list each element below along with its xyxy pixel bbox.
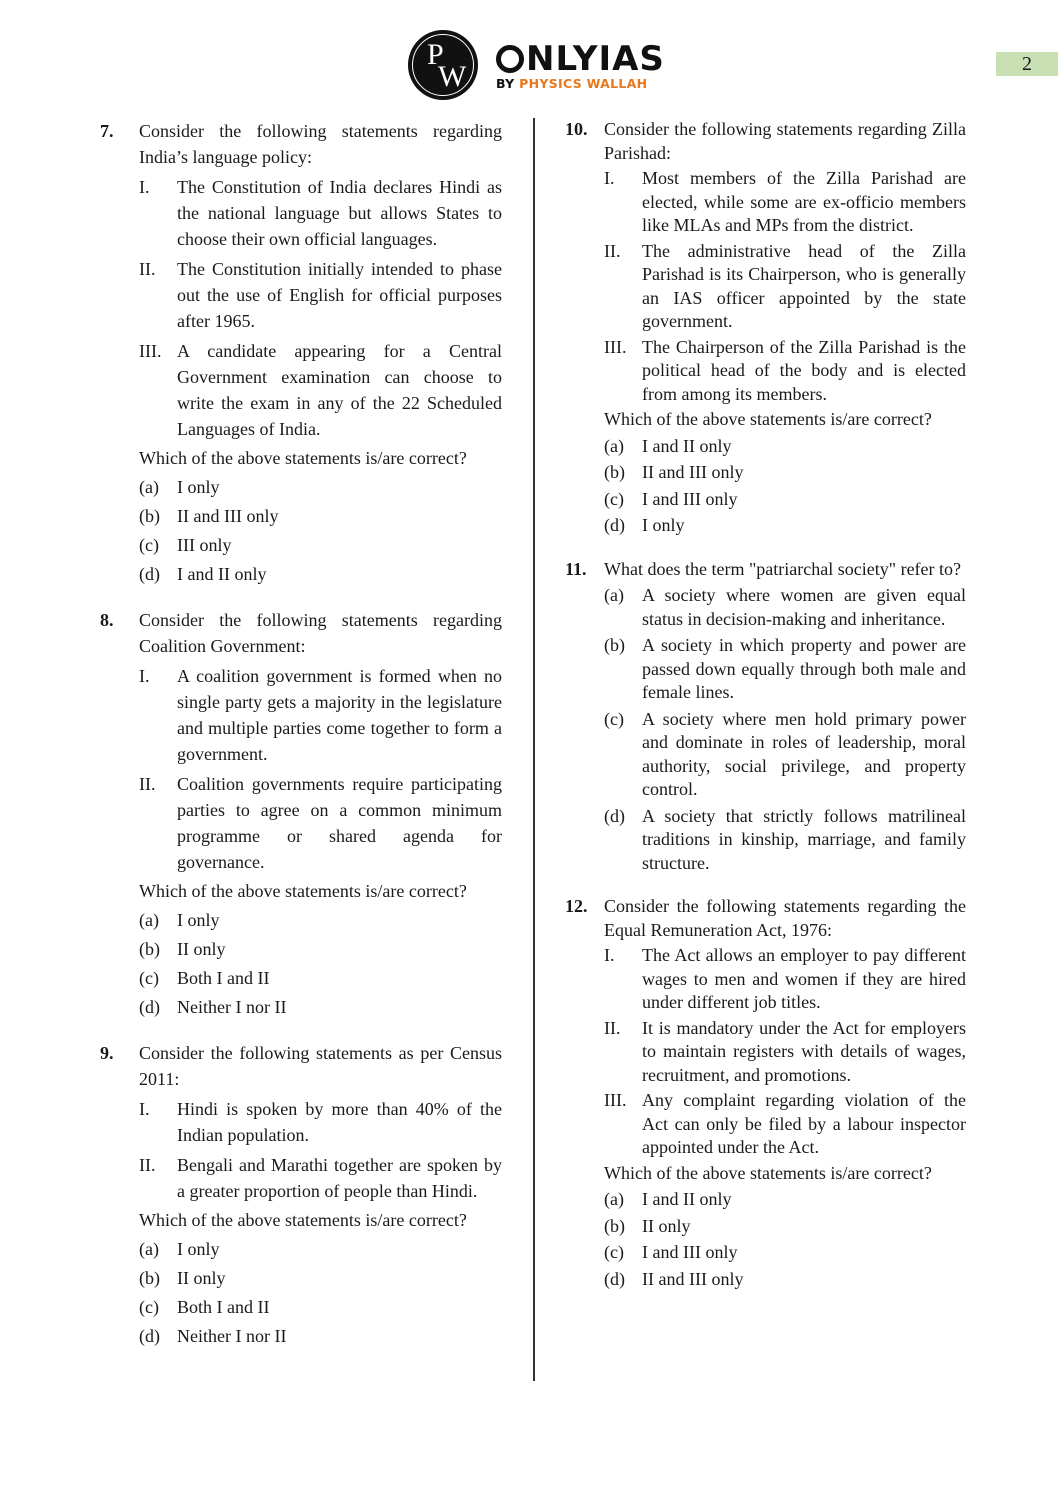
option-label: (a) bbox=[604, 435, 624, 456]
option-label: (c) bbox=[604, 1242, 624, 1262]
statement-text: The Constitution of India declares Hindi as the national language but allows States to choose their own official languages. bbox=[177, 177, 502, 249]
statement-text: A coalition government is formed when no single party gets a majority in the legislature and multiple parties come together to form a government. bbox=[177, 666, 502, 764]
option-d[interactable] bbox=[604, 805, 966, 876]
question-text: Consider the following statements regarding Zilla Parishad: bbox=[604, 119, 966, 163]
option-text: Both I and II bbox=[177, 968, 270, 988]
option-a[interactable] bbox=[139, 1236, 502, 1262]
statement bbox=[604, 1017, 966, 1088]
statement-label: II. bbox=[139, 1155, 156, 1175]
statement-label: I. bbox=[139, 1099, 150, 1119]
statement-label: II. bbox=[139, 259, 156, 279]
option-label: (a) bbox=[139, 477, 159, 497]
statement bbox=[139, 338, 502, 442]
option-c[interactable] bbox=[604, 708, 966, 802]
option-label: (d) bbox=[604, 805, 625, 826]
question-8 bbox=[100, 607, 502, 1020]
option-text: A society where women are given equal status in decision-making and inheritance. bbox=[642, 585, 966, 629]
option-text: II only bbox=[177, 939, 226, 959]
question-number: 8. bbox=[100, 610, 114, 630]
statement bbox=[604, 336, 966, 407]
question-number: 12. bbox=[565, 896, 588, 916]
statement-text: Any complaint regarding violation of the Act can only be filed by a labour inspector appointed under the Act. bbox=[642, 1090, 966, 1157]
statement-text: The Constitution initially intended to phase out the use of English for official purposes after 1965. bbox=[177, 259, 502, 331]
option-text: I only bbox=[177, 477, 220, 497]
brand-logo bbox=[408, 30, 665, 100]
option-text: Neither I nor II bbox=[177, 997, 287, 1017]
option-label: (c) bbox=[139, 1297, 159, 1317]
option-text: I and II only bbox=[642, 435, 732, 456]
option-c[interactable] bbox=[139, 965, 502, 991]
option-d[interactable] bbox=[604, 514, 966, 538]
statement-label: I. bbox=[604, 945, 615, 965]
option-text: I and II only bbox=[177, 564, 267, 584]
question-11 bbox=[565, 558, 966, 876]
option-text: A society in which property and power are passed down equally through both male and female lines. bbox=[642, 635, 966, 702]
question-9 bbox=[100, 1040, 502, 1349]
option-label: (c) bbox=[604, 708, 624, 729]
statement-text: The administrative head of the Zilla Parishad is its Chairperson, who is generally an IAS officer appointed by the state government. bbox=[642, 240, 966, 331]
statement bbox=[604, 944, 966, 1015]
option-c[interactable] bbox=[604, 1241, 966, 1265]
statement-label: II. bbox=[139, 774, 156, 794]
question-text: Consider the following statements regarding India’s language policy: bbox=[139, 121, 502, 167]
option-a[interactable] bbox=[604, 1188, 966, 1212]
option-label: (c) bbox=[604, 488, 624, 509]
option-text: II and III only bbox=[177, 506, 279, 526]
option-label: (d) bbox=[139, 1326, 160, 1346]
option-label: (c) bbox=[139, 968, 159, 988]
option-a[interactable] bbox=[604, 435, 966, 459]
right-column bbox=[565, 118, 966, 1291]
option-text: III only bbox=[177, 535, 232, 555]
option-text: Neither I nor II bbox=[177, 1326, 287, 1346]
option-label: (b) bbox=[604, 635, 625, 655]
statement-label: III. bbox=[604, 336, 627, 357]
pw-logo-icon bbox=[408, 30, 478, 100]
question-text: Consider the following statements regarding the Equal Remuneration Act, 1976: bbox=[604, 896, 966, 940]
statement bbox=[139, 174, 502, 252]
statement-label: II. bbox=[604, 240, 621, 261]
option-b[interactable] bbox=[604, 634, 966, 705]
option-label: (a) bbox=[604, 1189, 624, 1209]
logo-letter-w: W bbox=[438, 60, 467, 93]
option-b[interactable] bbox=[604, 461, 966, 485]
option-d[interactable] bbox=[139, 994, 502, 1020]
option-label: (d) bbox=[604, 515, 625, 535]
statement-text: Hindi is spoken by more than 40% of the Indian population. bbox=[177, 1099, 502, 1145]
option-label: (d) bbox=[139, 564, 160, 584]
option-label: (d) bbox=[139, 997, 160, 1017]
option-text: II only bbox=[642, 1215, 691, 1236]
statement bbox=[139, 256, 502, 334]
statement bbox=[139, 663, 502, 767]
option-label: (b) bbox=[139, 506, 160, 526]
question-prompt: Which of the above statements is/are correct? bbox=[139, 448, 467, 468]
question-10 bbox=[565, 118, 966, 538]
statement-label: I. bbox=[604, 168, 615, 188]
statement-label: I. bbox=[139, 177, 150, 197]
option-text: II only bbox=[177, 1268, 226, 1288]
question-text: Consider the following statements regarding Coalition Government: bbox=[139, 610, 502, 656]
question-prompt: Which of the above statements is/are correct? bbox=[604, 409, 932, 429]
brand-name bbox=[496, 40, 665, 78]
statement-text: The Act allows an employer to pay different wages to men and women if they are hired under different job titles. bbox=[642, 945, 966, 1012]
statement bbox=[139, 1152, 502, 1204]
question-text: What does the term "patriarchal society" refer to? bbox=[604, 558, 962, 579]
option-b[interactable] bbox=[604, 1215, 966, 1239]
statement-text: The Chairperson of the Zilla Parishad is the political head of the body and is elected from among its members. bbox=[642, 336, 966, 404]
question-12 bbox=[565, 895, 966, 1291]
option-text: I only bbox=[177, 1239, 220, 1259]
logo-letter-p: P bbox=[427, 38, 444, 71]
left-column bbox=[100, 118, 502, 1349]
option-label: (b) bbox=[604, 1215, 625, 1236]
statement-label: III. bbox=[604, 1090, 627, 1110]
option-b[interactable] bbox=[139, 1265, 502, 1291]
statement bbox=[139, 771, 502, 875]
question-prompt: Which of the above statements is/are correct? bbox=[139, 881, 467, 901]
option-d[interactable] bbox=[604, 1268, 966, 1292]
option-label: (b) bbox=[604, 462, 625, 482]
question-number: 9. bbox=[100, 1043, 114, 1063]
option-b[interactable] bbox=[139, 936, 502, 962]
option-text: I only bbox=[177, 910, 220, 930]
option-text: I and III only bbox=[642, 488, 738, 509]
option-c[interactable] bbox=[604, 488, 966, 512]
statement bbox=[604, 167, 966, 238]
option-text: II and III only bbox=[642, 462, 744, 482]
option-label: (c) bbox=[139, 535, 159, 555]
statement-text: Most members of the Zilla Parishad are elected, while some are ex-officio members like MLAs and MPs from the district. bbox=[642, 168, 966, 235]
option-d[interactable] bbox=[139, 561, 502, 587]
option-text: II and III only bbox=[642, 1268, 744, 1289]
option-label: (d) bbox=[604, 1268, 625, 1289]
option-c[interactable] bbox=[139, 532, 502, 558]
question-text: Consider the following statements as per Census 2011: bbox=[139, 1043, 502, 1089]
brand-o-icon bbox=[496, 45, 524, 73]
option-text: I and III only bbox=[642, 1242, 738, 1262]
question-number: 11. bbox=[565, 558, 587, 579]
statement-text: It is mandatory under the Act for employers to maintain registers with details of wages, recruitment, and promotions. bbox=[642, 1017, 966, 1085]
option-text: A society that strictly follows matrilineal traditions in kinship, marriage, and family structure. bbox=[642, 805, 966, 873]
option-text: I and II only bbox=[642, 1189, 732, 1209]
option-label: (a) bbox=[139, 1239, 159, 1259]
option-label: (b) bbox=[139, 939, 160, 959]
option-a[interactable] bbox=[139, 474, 502, 500]
page-number: 2 bbox=[996, 52, 1058, 76]
statement bbox=[604, 240, 966, 334]
statement-label: II. bbox=[604, 1017, 621, 1038]
option-a[interactable] bbox=[604, 584, 966, 631]
question-prompt: Which of the above statements is/are correct? bbox=[139, 1210, 467, 1230]
statement bbox=[604, 1089, 966, 1160]
question-number: 10. bbox=[565, 119, 588, 139]
statement-text: Bengali and Marathi together are spoken by a greater proportion of people than Hindi. bbox=[177, 1155, 502, 1201]
question-prompt: Which of the above statements is/are correct? bbox=[604, 1162, 932, 1183]
option-text: Both I and II bbox=[177, 1297, 270, 1317]
statement-label: III. bbox=[139, 341, 162, 361]
question-number: 7. bbox=[100, 121, 114, 141]
brand-by: BY bbox=[496, 75, 520, 91]
option-b[interactable] bbox=[139, 503, 502, 529]
statement-text: A candidate appearing for a Central Government examination can choose to write the exam in any of the 22 Scheduled Languages of India. bbox=[177, 341, 502, 439]
statement bbox=[139, 1096, 502, 1148]
option-label: (a) bbox=[604, 585, 624, 605]
brand-text bbox=[496, 40, 665, 91]
statement-label: I. bbox=[139, 666, 150, 686]
brand-name-rest: NLYIAS bbox=[526, 38, 665, 79]
option-c[interactable] bbox=[139, 1294, 502, 1320]
option-text: A society where men hold primary power and dominate in roles of leadership, moral authority, social privilege, and property control. bbox=[642, 708, 966, 799]
brand-tagline bbox=[496, 76, 665, 91]
option-label: (a) bbox=[139, 910, 159, 930]
option-d[interactable] bbox=[139, 1323, 502, 1349]
question-7 bbox=[100, 118, 502, 587]
statement-text: Coalition governments require participating parties to agree on a common minimum programme or shared agenda for governance. bbox=[177, 774, 502, 872]
column-divider bbox=[533, 118, 535, 1381]
option-text: I only bbox=[642, 515, 685, 535]
option-label: (b) bbox=[139, 1268, 160, 1288]
brand-physics-wallah: PHYSICS WALLAH bbox=[519, 75, 648, 91]
option-a[interactable] bbox=[139, 907, 502, 933]
